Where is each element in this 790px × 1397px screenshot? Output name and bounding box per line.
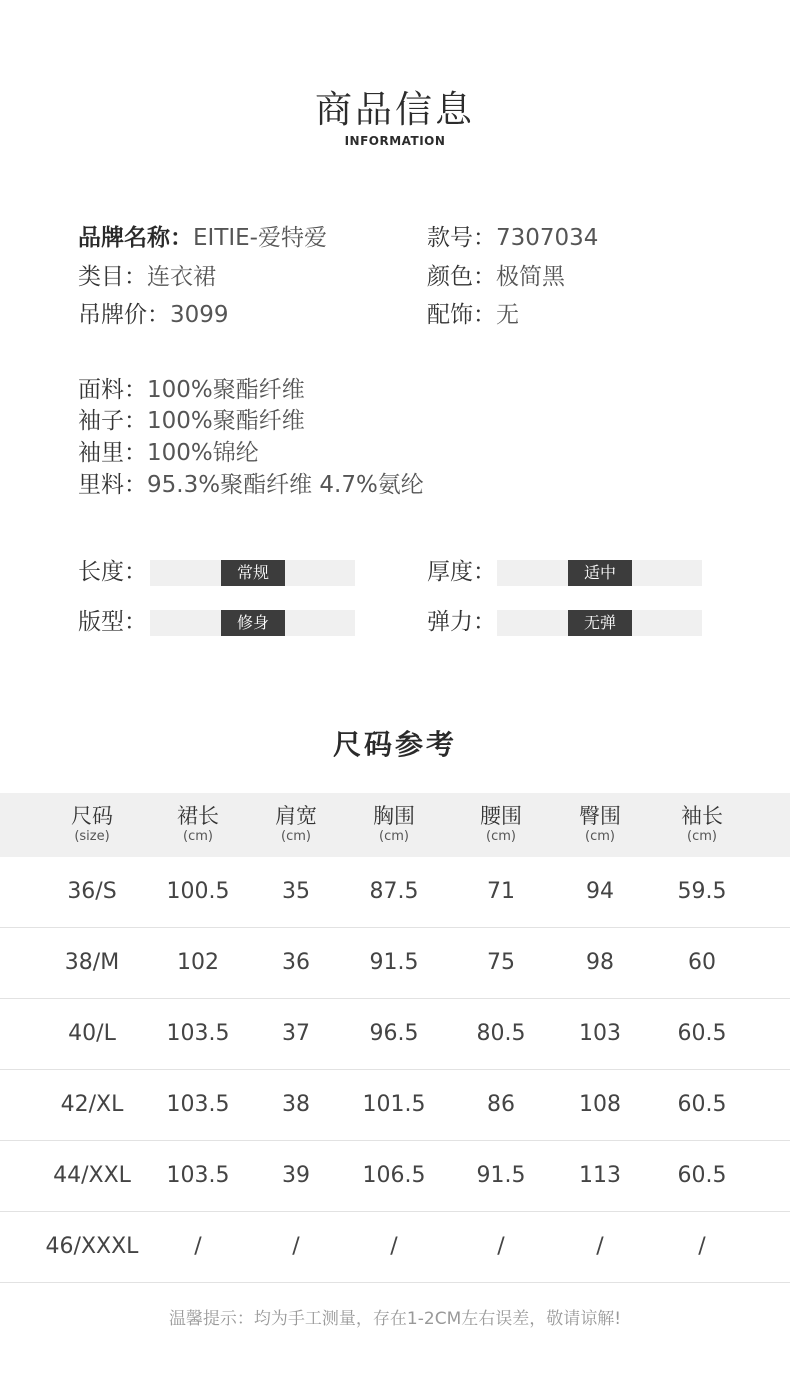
table-cell: 60 — [688, 950, 716, 975]
table-row — [0, 1141, 790, 1212]
table-cell: 46/XXXL — [45, 1234, 139, 1259]
table-cell: 87.5 — [369, 879, 419, 904]
price-row — [78, 300, 229, 330]
table-cell: 94 — [586, 879, 614, 904]
table-cell: / — [390, 1234, 398, 1259]
brand-label: 品牌名称： — [78, 225, 193, 251]
table-row — [0, 857, 790, 928]
table-cell: 40/L — [68, 1021, 116, 1046]
measurement-note: 温馨提示：均为手工测量，存在1-2CM左右误差，敬请谅解! — [168, 1309, 622, 1329]
table-cell: 106.5 — [362, 1163, 426, 1188]
attr-length-scale — [150, 560, 355, 586]
material-value: 100%聚酯纤维 — [147, 408, 305, 434]
color-row — [427, 262, 565, 292]
attr-elasticity-label: 弹力： — [427, 609, 496, 635]
table-cell: 103.5 — [166, 1163, 230, 1188]
material-value: 100%锦纶 — [147, 440, 259, 466]
color-value: 极简黑 — [496, 264, 565, 290]
table-row — [0, 999, 790, 1070]
table-cell: 71 — [487, 879, 515, 904]
table-cell: / — [292, 1234, 300, 1259]
page-title: 商品信息 — [315, 88, 475, 131]
table-cell: / — [698, 1234, 706, 1259]
table-cell: 98 — [586, 950, 614, 975]
color-label: 颜色： — [427, 264, 496, 290]
column-header-waist: 腰围 (cm) — [480, 804, 522, 844]
column-header-sleeve: 袖长 (cm) — [681, 804, 723, 844]
style-no-label: 款号： — [427, 225, 496, 251]
material-label: 面料： — [78, 377, 147, 403]
attr-thickness-scale — [497, 560, 702, 586]
material-label: 里料： — [78, 472, 147, 498]
table-cell: 38/M — [64, 950, 120, 975]
table-cell: 80.5 — [476, 1021, 526, 1046]
material-row-lining — [78, 470, 424, 500]
table-row — [0, 1212, 790, 1283]
material-value: 95.3%聚酯纤维 4.7%氨纶 — [147, 472, 424, 498]
table-cell: 101.5 — [362, 1092, 426, 1117]
table-cell: 39 — [282, 1163, 310, 1188]
attr-fit-scale — [150, 610, 355, 636]
table-cell: 103 — [579, 1021, 621, 1046]
accessory-row — [427, 300, 519, 330]
style-no-row — [427, 223, 598, 253]
material-label: 袖子： — [78, 408, 147, 434]
table-cell: 36/S — [67, 879, 117, 904]
category-row — [78, 262, 216, 292]
price-label: 吊牌价： — [78, 302, 170, 328]
table-cell: 59.5 — [677, 879, 727, 904]
material-label: 袖里： — [78, 440, 147, 466]
table-cell: 91.5 — [369, 950, 419, 975]
attr-thickness-label: 厚度： — [427, 559, 496, 585]
attr-fit-label: 版型： — [78, 609, 147, 635]
brand-row — [78, 223, 327, 253]
table-cell: / — [497, 1234, 505, 1259]
material-row-fabric — [78, 375, 305, 405]
table-cell: 100.5 — [166, 879, 230, 904]
page-subtitle: INFORMATION — [344, 134, 446, 148]
table-cell: 60.5 — [677, 1092, 727, 1117]
table-cell: 103.5 — [166, 1092, 230, 1117]
table-row — [0, 928, 790, 999]
table-cell: 42/XL — [60, 1092, 124, 1117]
table-cell: 44/XXL — [53, 1163, 131, 1188]
material-row-sleeve-lining — [78, 438, 259, 468]
table-cell: 91.5 — [476, 1163, 526, 1188]
table-cell: 35 — [282, 879, 310, 904]
accessory-label: 配饰： — [427, 302, 496, 328]
attr-length-value: 常规 — [221, 560, 285, 586]
attr-elasticity-scale — [497, 610, 702, 636]
category-label: 类目： — [78, 264, 147, 290]
accessory-value: 无 — [496, 302, 519, 328]
table-cell: 37 — [282, 1021, 310, 1046]
column-header-size: 尺码 (size) — [71, 804, 113, 844]
attr-elasticity-value: 无弹 — [568, 610, 632, 636]
attr-length-label: 长度： — [78, 559, 147, 585]
table-cell: 38 — [282, 1092, 310, 1117]
brand-value: EITIE-爱特爱 — [193, 225, 327, 251]
table-cell: 113 — [579, 1163, 621, 1188]
table-row — [0, 1070, 790, 1141]
size-table — [0, 793, 790, 1283]
table-cell: 60.5 — [677, 1163, 727, 1188]
table-cell: 75 — [487, 950, 515, 975]
attr-fit-value: 修身 — [221, 610, 285, 636]
column-header-hip: 臀围 (cm) — [579, 804, 621, 844]
table-cell: 103.5 — [166, 1021, 230, 1046]
table-cell: 108 — [579, 1092, 621, 1117]
table-cell: / — [596, 1234, 604, 1259]
style-no-value: 7307034 — [496, 225, 599, 251]
table-cell: 96.5 — [369, 1021, 419, 1046]
column-header-bust: 胸围 (cm) — [373, 804, 415, 844]
material-value: 100%聚酯纤维 — [147, 377, 305, 403]
price-value: 3099 — [170, 302, 229, 328]
column-header-dress-length: 裙长 (cm) — [177, 804, 219, 844]
material-row-sleeve — [78, 406, 305, 436]
table-cell: 36 — [282, 950, 310, 975]
table-cell: 60.5 — [677, 1021, 727, 1046]
column-header-shoulder: 肩宽 (cm) — [275, 804, 317, 844]
size-chart-title: 尺码参考 — [332, 728, 457, 761]
table-cell: / — [194, 1234, 202, 1259]
table-cell: 86 — [487, 1092, 515, 1117]
table-cell: 102 — [177, 950, 219, 975]
category-value: 连衣裙 — [147, 264, 216, 290]
size-table-header — [0, 793, 790, 857]
attr-thickness-value: 适中 — [568, 560, 632, 586]
